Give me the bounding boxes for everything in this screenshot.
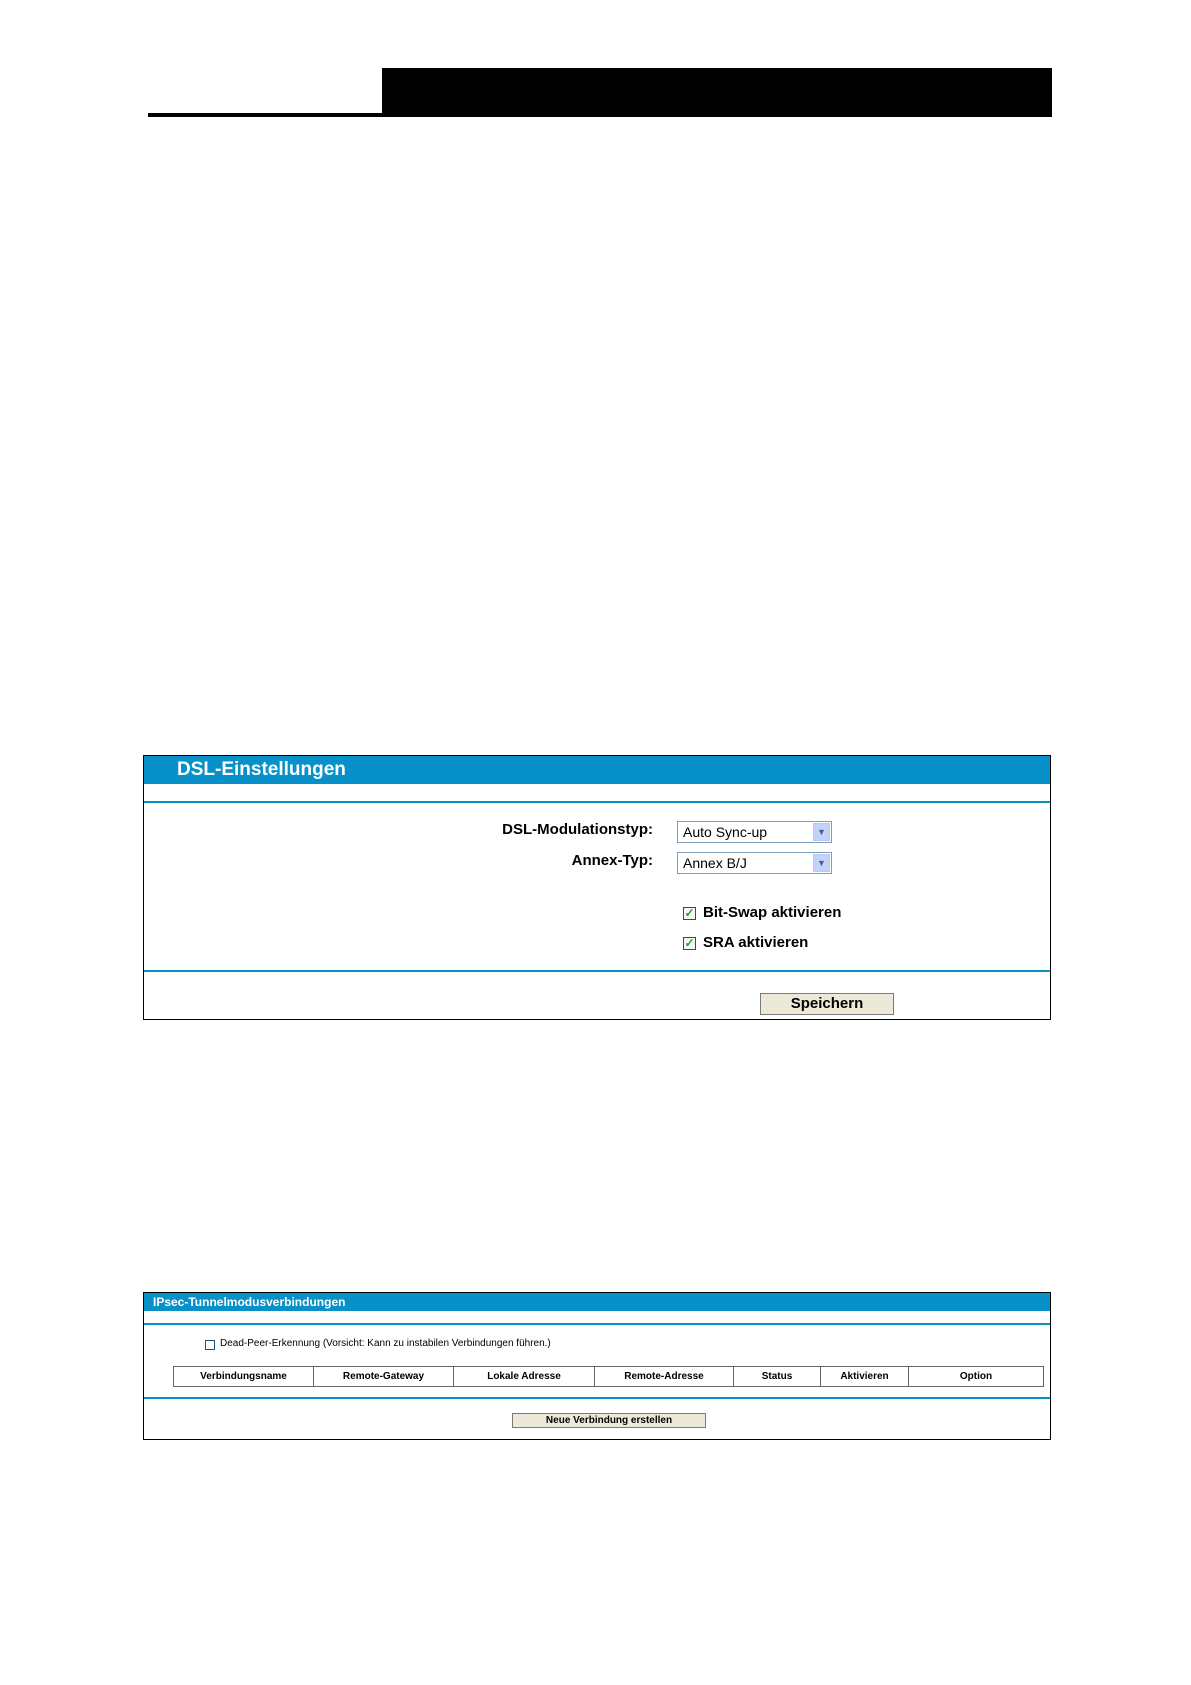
panel-divider — [144, 801, 1050, 803]
ipsec-panel-title: IPsec-Tunnelmodusverbindungen — [144, 1293, 1050, 1311]
annex-label: Annex-Typ: — [571, 852, 653, 869]
bitswap-label: Bit-Swap aktivieren — [703, 904, 842, 921]
annex-select[interactable] — [677, 852, 832, 874]
chevron-down-icon[interactable]: ▼ — [813, 854, 830, 872]
col-header: Status — [734, 1367, 821, 1386]
chevron-down-icon[interactable]: ▼ — [813, 823, 830, 841]
col-header: Remote-Adresse — [595, 1367, 734, 1386]
dpd-checkbox[interactable] — [205, 1340, 215, 1350]
bitswap-checkbox[interactable]: ✓ — [684, 906, 695, 920]
save-button[interactable]: Speichern — [760, 993, 894, 1015]
modulation-select[interactable] — [677, 821, 832, 843]
dsl-settings-panel — [143, 755, 1051, 1020]
header-bar — [382, 68, 1052, 117]
col-header: Aktivieren — [821, 1367, 909, 1386]
ipsec-panel — [143, 1292, 1051, 1440]
modulation-label: DSL-Modulationstyp: — [502, 821, 653, 838]
new-connection-button[interactable]: Neue Verbindung erstellen — [512, 1413, 706, 1428]
panel-divider — [144, 970, 1050, 972]
col-header: Remote-Gateway — [314, 1367, 454, 1386]
col-header: Lokale Adresse — [454, 1367, 595, 1386]
dsl-panel-title: DSL-Einstellungen — [144, 756, 1050, 784]
panel-divider — [144, 1397, 1050, 1399]
annex-select-value: Annex B/J — [683, 855, 747, 871]
col-header: Verbindungsname — [174, 1367, 314, 1386]
col-header: Option — [959, 1371, 993, 1382]
connections-table-header — [173, 1366, 1044, 1387]
panel-divider — [144, 1323, 1050, 1325]
sra-checkbox[interactable]: ✓ — [684, 936, 695, 950]
sra-label: SRA aktivieren — [703, 934, 809, 951]
dpd-label: Dead-Peer-Erkennung (Vorsicht: Kann zu instabilen Verbindungen führen.) — [220, 1338, 551, 1349]
modulation-select-value: Auto Sync-up — [683, 824, 768, 840]
header-underline — [148, 113, 384, 117]
